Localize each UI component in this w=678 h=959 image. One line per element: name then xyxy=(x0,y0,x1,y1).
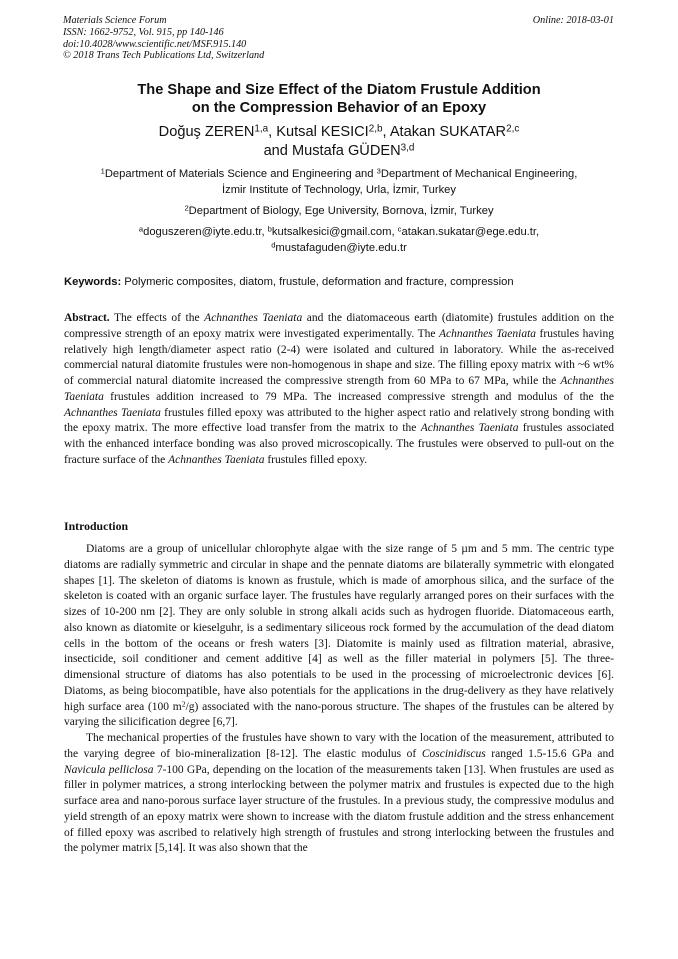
author-3: Atakan SUKATAR xyxy=(389,124,507,140)
affiliation-institute: İzmir Institute of Technology, Urla, İzmir, Turkey xyxy=(222,184,456,196)
author-1-affil: 1,a xyxy=(254,123,269,135)
paper-title xyxy=(40,81,638,117)
introduction-body xyxy=(64,542,614,857)
author-2: Kutsal KESICI xyxy=(276,124,369,140)
author-and: and xyxy=(263,143,288,159)
intro-paragraph-1: Diatoms are a group of unicellular chlorophyte algae with the size range of 5 µm and 5 mm. The centric type diatoms are radially symmetric and circular in shape and the pennate diatoms are bilaterally symmetric with elongated shapes [1]. The skeleton of diatoms is known as frustule, which is made of amorphous silica, and the surface of the skeleton is coated with an organic surface layer. The frustules have regularly arranged pores on their surfaces with the sizes of 10-200 nm [2]. They are only soluble in strong alkali acids such as hydrogen fluoride. Diatomaceous earth, also known as diatomite or kieselguhr, is a sedimentary siliceous rock formed by the accumulation of the dead diatom cells in the bottom of the oceans or fresh waters [3]. Diatomite is mainly used as filtration material, abrasive, insecticide, soil conditioner and cement additive [4] as well as the filler material in polymers [5]. The three-dimensional structure of diatoms has also potentials to be used in the processing of microelectronic devices [6]. Diatoms, as being biocompatible, have also potentials for the applications in the drug-delivery as they have relatively high surface area (100 $m^2/g$) associated with the nano-porous structure. The shapes of the frustules can be altered by varying the silicification degree [6,7]. xyxy=(64,543,614,729)
author-3-affil: 2,c xyxy=(506,123,520,135)
abstract-label: Abstract. xyxy=(64,312,110,324)
online-date: Online: 2018-03-01 xyxy=(532,15,614,26)
issn-line: ISSN: 1662-9752, Vol. 915, pp 140-146 xyxy=(63,26,224,38)
keywords-text: Polymeric composites, diatom, frustule, deformation and fracture, compression xyxy=(121,276,514,288)
author-4-affil: 3,d xyxy=(400,142,415,154)
keywords-label: Keywords: xyxy=(64,276,122,288)
author-4: Mustafa GÜDEN xyxy=(291,143,401,159)
journal-name: Materials Science Forum xyxy=(63,15,167,26)
author-emails: $^a$doguszeren@iyte.edu.tr, $^b$kutsalkesici@gmail.com, $^c$atakan.sukatar@ege.edu.tr, $^d$mustafaguden@iyte.edu.tr xyxy=(138,224,540,254)
journal-header xyxy=(63,15,264,62)
email-d[interactable]: mustafaguden@iyte.edu.tr xyxy=(275,242,407,254)
intro-paragraph-2: The mechanical properties of the frustules have shown to vary with the location of the measurement, attributed to the varying degree of bio-mineralization [8-12]. The elastic modulus of Coscinidiscus ranged 1.5-15.6 GPa and Navicula pelliclosa 7-100 GPa, depending on the location of the measurements taken [13]. When frustules are used as filler in polymer matrices, a strong interlocking between the polymer matrix and frustules is expected due to the high surface area and nano-porous surface layer structure of the frustules. In a previous study, the compressive modulus and yield strength of an epoxy matrix were shown to increase with the diatom frustule addition and the stress enhancement of filled epoxy was ascribed to relatively high strength of frustules and strong interlocking between the frustules and the polymer matrix [5,14]. It was also shown that the xyxy=(64,732,614,855)
keywords xyxy=(64,275,616,290)
email-a[interactable]: doguszeren@iyte.edu.tr, xyxy=(143,226,268,238)
email-c[interactable]: atakan.sukatar@ege.edu.tr, xyxy=(401,226,540,238)
author-1: Doğuş ZEREN xyxy=(158,124,255,140)
author-list: Doğuş ZEREN$^{1,a}$, Kutsal KESICI$^{2,b}$, Atakan SUKATAR$^{2,c}$ and Mustafa GÜDEN$^{3,d}$ xyxy=(158,123,520,159)
affiliation-2: $^2$Department of Biology, Ege University, Bornova, İzmir, Turkey xyxy=(184,203,494,217)
title-line-1: The Shape and Size Effect of the Diatom Frustule Addition xyxy=(137,82,541,98)
title-line-2: on the Compression Behavior of an Epoxy xyxy=(191,100,487,116)
copyright-line: © 2018 Trans Tech Publications Ltd, Switzerland xyxy=(63,50,265,62)
abstract: Abstract. The effects of the Achnanthes Taeniata and the diatomaceous earth (diatomite) frustules addition on the compressive strength of an epoxy matrix were investigated experimentally. The Achnanthes Taeniata frustules having relatively high length/diameter aspect ratio (2-4) were isolated and cultured in laboratory. While the as-received commercial natural diatomite frustules were non-homogenous in shape and size. The filling epoxy matrix with ~6 wt% of commercial natural diatomite increased the compressive strength from 60 MPa to 67 MPa, while the Achnanthes Taeniata frustules addition increased to 79 MPa. The increased compressive strength and modulus of the the Achnanthes Taeniata frustules filled epoxy was attributed to the higher aspect ratio and relatively strong bonding with the epoxy matrix. The more effective load transfer from the matrix to the Achnanthes Taeniata frustules associated with the enhanced interface bonding was also proved microscopically. The frustules were observed to pull-out on the fracture surface of the Achnanthes Taeniata frustules filled epoxy. xyxy=(64,312,614,466)
author-2-affil: 2,b xyxy=(368,123,383,135)
affiliation-1-3: $^1$Department of Materials Science and Engineering and $^3$Department of Mechanical Engineering, İzmir Institute of Technology, Urla, İzmir, Turkey xyxy=(40,166,638,198)
email-b[interactable]: kutsalkesici@gmail.com, xyxy=(271,226,398,238)
doi-line[interactable]: doi:10.4028/www.scientific.net/MSF.915.140 xyxy=(63,38,247,50)
section-heading-introduction: Introduction xyxy=(64,519,129,533)
